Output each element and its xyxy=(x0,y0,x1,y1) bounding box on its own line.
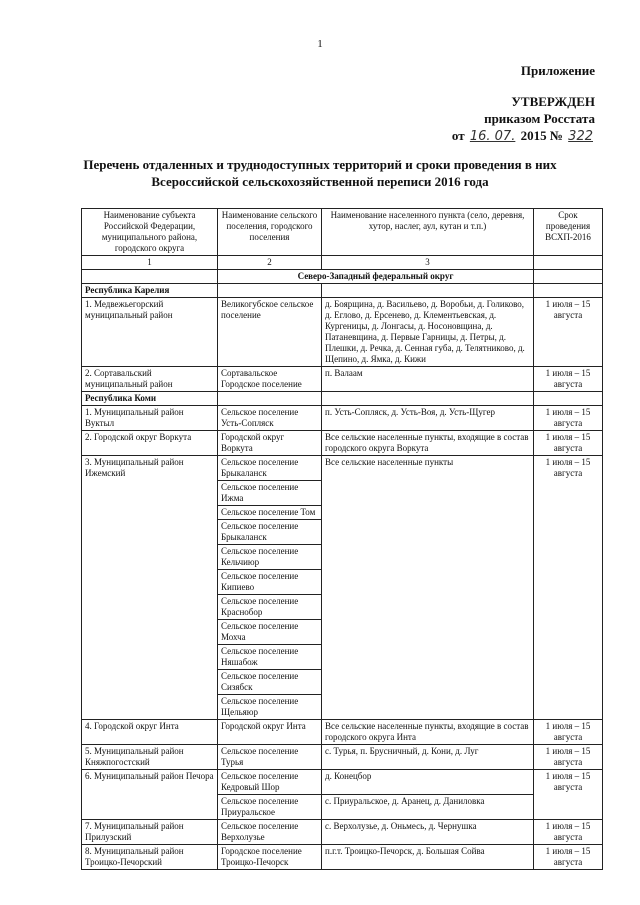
col-number xyxy=(534,256,603,270)
term-cell: 1 июля – 15 августа xyxy=(534,456,603,720)
settlement-cell: Сельское поселение Сизябск xyxy=(218,670,322,695)
empty-cell xyxy=(218,392,322,406)
area-cell: 4. Городской округ Инта xyxy=(82,720,218,745)
places-cell: с. Турья, п. Брусничный, д. Кони, д. Луг xyxy=(322,745,534,770)
places-cell: с. Верхолузье, д. Оньмесь, д. Чернушка xyxy=(322,820,534,845)
settlement-cell: Великогубское сельское поселение xyxy=(218,298,322,367)
term-cell: 1 июля – 15 августа xyxy=(534,367,603,392)
empty-cell xyxy=(322,284,534,298)
table-row xyxy=(82,820,603,845)
approval-block xyxy=(452,62,595,145)
region-row xyxy=(82,284,603,298)
places-cell: д. Боярщина, д. Васильево, д. Воробьи, д. Голиково, д. Еглово, д. Ерсенево, д. Клементьевская, д. Кургеницы, д. Лонгасы, д. Носоновщина, д. Патаневщина, д. Первые Гарницы, д. Петры, д. Плешки, д. Речка, д. Сенная губа, д. Телятниково, д. Щепино, д. Ямка, д. Кижи xyxy=(322,298,534,367)
area-cell: 1. Муниципальный район Вуктыл xyxy=(82,406,218,431)
term-cell: 1 июля – 15 августа xyxy=(534,431,603,456)
settlement-cell: Сельское поселение Турья xyxy=(218,745,322,770)
term-cell: 1 июля – 15 августа xyxy=(534,745,603,770)
col-number: 3 xyxy=(322,256,534,270)
places-cell: с. Приуральское, д. Аранец, д. Даниловка xyxy=(322,795,534,820)
settlement-cell: Сельское поселение Приуральское xyxy=(218,795,322,820)
area-cell: 8. Муниципальный район Троицко-Печорский xyxy=(82,845,218,870)
settlement-cell: Сельское поселение Щельяюр xyxy=(218,695,322,720)
table-row xyxy=(82,845,603,870)
empty-cell xyxy=(218,284,322,298)
area-cell: 2. Сортавальский муниципальный район xyxy=(82,367,218,392)
header-term: Срок проведения ВСХП-2016 xyxy=(534,209,603,256)
settlement-cell: Сортавальское Городское поселение xyxy=(218,367,322,392)
settlement-cell: Городское поселение Троицко-Печорск xyxy=(218,845,322,870)
region-row xyxy=(82,392,603,406)
approved-label: УТВЕРЖДЕН xyxy=(511,94,595,109)
table-header-row xyxy=(82,209,603,256)
table-row xyxy=(82,770,603,795)
page-number: 1 xyxy=(317,38,323,50)
header-subject: Наименование субъекта Российской Федерации, муниципального района, городского округа xyxy=(82,209,218,256)
header-locality: Наименование населенного пункта (село, деревня, хутор, наслег, аул, кутан и т.п.) xyxy=(322,209,534,256)
area-cell: 7. Муниципальный район Прилузский xyxy=(82,820,218,845)
col-number: 1 xyxy=(82,256,218,270)
table-row xyxy=(82,406,603,431)
settlement-cell: Сельское поселение Мохча xyxy=(218,620,322,645)
order-label: приказом Росстата xyxy=(484,111,595,126)
settlement-cell: Сельское поселение Брыкаланск xyxy=(218,456,322,481)
area-cell: 2. Городской округ Воркута xyxy=(82,431,218,456)
empty-cell xyxy=(534,270,603,284)
document-title xyxy=(40,156,600,190)
settlement-cell: Сельское поселение Кедровый Шор xyxy=(218,770,322,795)
order-date xyxy=(452,127,595,145)
empty-cell xyxy=(82,270,218,284)
places-cell: п. Усть-Сопляск, д. Усть-Воя, д. Усть-Щугер xyxy=(322,406,534,431)
table-row xyxy=(82,298,603,367)
settlement-cell: Сельское поселение Усть-Сопляск xyxy=(218,406,322,431)
settlement-cell: Сельское поселение Брыкаланск xyxy=(218,520,322,545)
settlement-cell: Сельское поселение Том xyxy=(218,506,322,520)
order-year: 2015 № xyxy=(520,128,563,143)
table-row xyxy=(82,720,603,745)
territories-table xyxy=(81,208,603,870)
table-row xyxy=(82,745,603,770)
table-row xyxy=(82,367,603,392)
term-cell: 1 июля – 15 августа xyxy=(534,845,603,870)
settlement-cell: Городской округ Инта xyxy=(218,720,322,745)
handwritten-date: 16. 07. xyxy=(469,129,516,144)
settlement-cell: Городской округ Воркута xyxy=(218,431,322,456)
settlement-cell: Сельское поселение Ижма xyxy=(218,481,322,506)
area-cell: 1. Медвежьегорский муниципальный район xyxy=(82,298,218,367)
places-cell: Все сельские населенные пункты, входящие в состав городского округа Инта xyxy=(322,720,534,745)
appendix-label: Приложение xyxy=(520,63,595,78)
term-cell: 1 июля – 15 августа xyxy=(534,820,603,845)
col-number: 2 xyxy=(218,256,322,270)
term-cell: 1 июля – 15 августа xyxy=(534,298,603,367)
settlement-cell: Сельское поселение Кельчиюр xyxy=(218,545,322,570)
settlement-cell: Сельское поселение Няшабож xyxy=(218,645,322,670)
area-cell: 6. Муниципальный район Печора xyxy=(82,770,218,820)
date-prefix: от xyxy=(451,128,465,143)
header-settlement: Наименование сельского поселения, городского поселения xyxy=(218,209,322,256)
term-cell: 1 июля – 15 августа xyxy=(534,770,603,820)
federal-district: Северо-Западный федеральный округ xyxy=(218,270,534,284)
settlement-cell: Сельское поселение Верхолузье xyxy=(218,820,322,845)
table-row xyxy=(82,456,603,481)
region-komi: Республика Коми xyxy=(82,392,218,406)
places-cell: Все сельские населенные пункты xyxy=(322,456,534,720)
places-cell: п. Валаам xyxy=(322,367,534,392)
title-line-1: Перечень отдаленных и труднодоступных территорий и сроки проведения в них xyxy=(83,157,557,172)
places-cell: д. Конецбор xyxy=(322,770,534,795)
settlement-cell: Сельское поселение Краснобор xyxy=(218,595,322,620)
term-cell: 1 июля – 15 августа xyxy=(534,720,603,745)
places-cell: п.г.т. Троицко-Печорск, д. Большая Сойва xyxy=(322,845,534,870)
district-row xyxy=(82,270,603,284)
column-number-row xyxy=(82,256,603,270)
empty-cell xyxy=(322,392,534,406)
places-cell: Все сельские населенные пункты, входящие в состав городского округа Воркута xyxy=(322,431,534,456)
empty-cell xyxy=(534,392,603,406)
table-row xyxy=(82,431,603,456)
area-cell: 5. Муниципальный район Княжпогостский xyxy=(82,745,218,770)
area-cell: 3. Муниципальный район Ижемский xyxy=(82,456,218,720)
term-cell: 1 июля – 15 августа xyxy=(534,406,603,431)
handwritten-number: 322 xyxy=(568,129,593,144)
empty-cell xyxy=(534,284,603,298)
title-line-2: Всероссийской сельскохозяйственной переписи 2016 года xyxy=(151,174,489,189)
settlement-cell: Сельское поселение Кипиево xyxy=(218,570,322,595)
region-karelia: Республика Карелия xyxy=(82,284,218,298)
